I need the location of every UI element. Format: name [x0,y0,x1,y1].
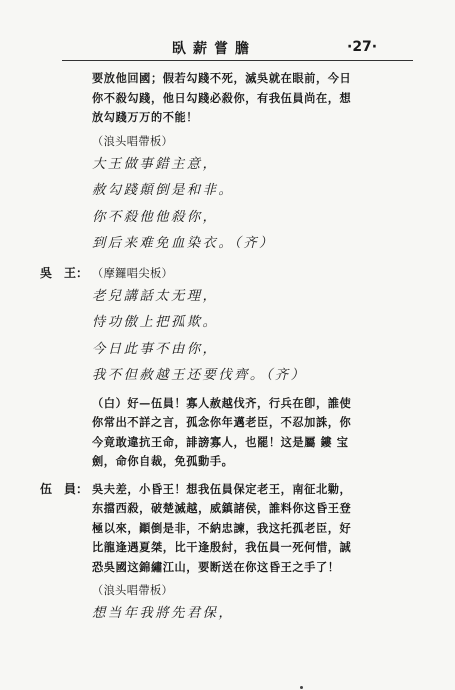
dialogue-body [92,264,420,472]
prose-line: 东擋西殺，破楚滅越，威鎮諸侯，誰料你这昏王登 [92,501,352,515]
prose-line: 你不殺勾踐，他日勾踐必殺你，有我伍員尚在，想 [92,90,352,105]
sung-verse: 你不殺他他殺你， [92,209,219,225]
sung-verse: 大王做事錯主意， [92,156,219,172]
tune-direction: （浪头唱帶板） [92,584,174,597]
spoken-prose [92,394,420,472]
spoken-prose [92,480,420,578]
prose-line: 放勾踐万万的不能！ [92,110,199,124]
sung-verse: 恃功傲上把孤欺。 [92,315,219,330]
prose-line: （白）好—伍員！寡人赦越伐齐，行兵在卽，誰使 [92,395,352,410]
prose-line: 恐吳國这錦繡江山，要断送在你这昏王之手了！ [92,559,340,574]
dialogue-body [92,69,420,258]
sung-verse: 想当年我將先君保， [92,606,235,621]
dialogue-body [92,480,420,628]
prose-line: 今竟敢違抗王命，誹謗寡人，也罷！这是屬 鏤 宝 [92,434,349,449]
dialogue-block-continuation [40,69,420,258]
dialogue-block-wu-wang [40,264,420,472]
prose-line: 吳夫差，小昏王！想我伍員保定老王，南征北勦， [92,481,352,496]
page-number: ·27· [347,39,378,55]
page-title: 臥薪嘗膽 [172,41,256,57]
sung-verse: 今日此事不由你， [92,341,219,357]
spoken-prose [92,69,420,128]
sung-verse: 老兒講話太无理， [92,288,219,304]
print-speck [300,686,303,689]
prose-line: 你常出不詳之言，孤念你年邁老臣，不忍加誅，你 [92,415,352,429]
prose-line: 極以來，顚倒是非，不納忠諫，我这托孤老臣，好 [92,520,352,535]
sung-verse: 到后来难免血染衣。（齐） [92,236,275,251]
tune-direction: （摩鑼唱尖板） [92,266,174,280]
header-rule [62,60,413,61]
script-content [40,69,420,628]
prose-line: 要放他回國；假若勾踐不死，滅吳就在眼前，今日 [92,71,352,85]
sung-verse: 赦勾踐顛倒是和非。 [92,183,235,198]
page-header [0,36,455,60]
prose-line: 劍，命你自裁，免孤動手。 [92,454,234,468]
prose-line: 比龍逢遇夏桀，比干逢殷紂，我伍員一死何惜，誠 [92,540,352,554]
sung-verse: 我不但赦越王还要伐齊。（齐） [92,368,307,383]
speaker-name: 伍 員： [40,481,89,496]
tune-direction: （浪头唱帶板） [92,134,174,148]
dialogue-block-wu-yuan [40,480,420,628]
speaker-name: 吳 王： [40,265,89,280]
